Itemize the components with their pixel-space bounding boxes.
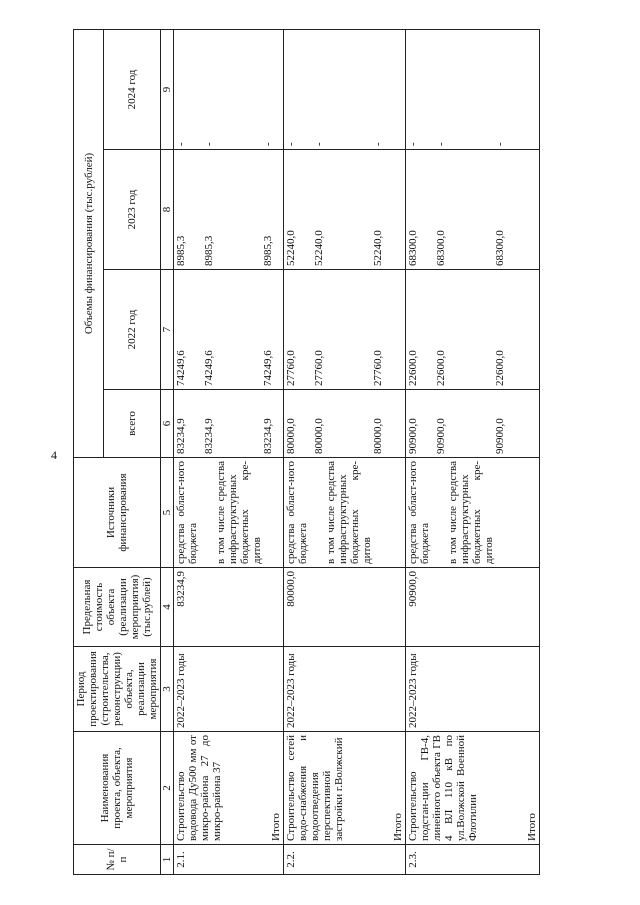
amount: 80000,0 — [313, 418, 325, 454]
funding-source — [284, 458, 406, 568]
amount: 90900,0 — [435, 418, 447, 454]
funding-source — [406, 458, 540, 568]
header-2024: 2024 год — [104, 29, 161, 149]
column-number: 3 — [161, 647, 174, 732]
header-num: № п/п — [74, 845, 161, 875]
total-amount: 68300,0 — [494, 230, 506, 266]
max-cost: 83234,9 — [174, 568, 284, 647]
project-name — [406, 732, 540, 845]
header-source: Источники финансирования — [74, 458, 161, 568]
row-number: 2.2. — [284, 845, 406, 875]
amount: 74249,6 — [203, 350, 215, 386]
total-amount: 80000,0 — [372, 418, 384, 454]
total-amount: 90900,0 — [494, 418, 506, 454]
row-number: 2.3. — [406, 845, 540, 875]
amount: 8985,3 — [175, 235, 187, 266]
amount: 27760,0 — [285, 350, 297, 386]
source-credits: в том числе средства инфраструктурных бюджетных кре-дитов — [447, 461, 495, 564]
column-number: 8 — [161, 150, 174, 270]
column-number: 9 — [161, 29, 174, 149]
funding-source — [174, 458, 284, 568]
amount-2024 — [406, 29, 540, 149]
column-number: 1 — [161, 845, 174, 875]
header-funding-group: Объемы финансирования (тыс.рублей) — [74, 29, 104, 457]
amount: 8985,3 — [203, 235, 215, 266]
header-total: всего — [104, 390, 161, 458]
header-name: Наименования проекта, объекта, мероприятия — [74, 732, 161, 845]
source-regional: средства област-ного бюджета — [175, 461, 199, 564]
period: 2022–2023 годы — [284, 647, 406, 732]
column-number: 2 — [161, 732, 174, 845]
amount: - — [175, 142, 187, 146]
total-label: Итого — [270, 813, 282, 841]
amount-2023 — [406, 150, 540, 270]
source-credits: в том числе средства инфраструктурных бюджетных кре-дитов — [325, 461, 373, 564]
amount-total — [174, 390, 284, 458]
header-cost: Предельная стоимость объекта (реализации мероприятия) (тыс.рублей) — [74, 568, 161, 647]
project-name — [174, 732, 284, 845]
amount: 68300,0 — [407, 230, 419, 266]
total-amount: 83234,9 — [262, 418, 274, 454]
source-regional: средства област-ного бюджета — [285, 461, 309, 564]
amount-2022 — [406, 270, 540, 390]
amount-2023 — [284, 150, 406, 270]
amount: 68300,0 — [435, 230, 447, 266]
amount: 27760,0 — [313, 350, 325, 386]
row-number: 2.1. — [174, 845, 284, 875]
amount: 74249,6 — [175, 350, 187, 386]
total-amount: - — [262, 142, 274, 146]
rotated-table-page — [73, 0, 600, 905]
project-name-text: Строительство водовода Ду500 мм от микро-района 27 до микро-района 37 — [175, 735, 223, 841]
max-cost: 90900,0 — [406, 568, 540, 647]
total-label: Итого — [392, 813, 404, 841]
total-amount: - — [494, 142, 506, 146]
total-amount: 8985,3 — [262, 235, 274, 266]
total-amount: 52240,0 — [372, 230, 384, 266]
amount: 52240,0 — [285, 230, 297, 266]
financing-table — [73, 29, 540, 875]
amount-2022 — [284, 270, 406, 390]
column-number: 4 — [161, 568, 174, 647]
total-amount: 74249,6 — [262, 350, 274, 386]
period: 2022–2023 годы — [406, 647, 540, 732]
header-2022: 2022 год — [104, 270, 161, 390]
amount: - — [313, 142, 325, 146]
column-number: 7 — [161, 270, 174, 390]
amount: 22600,0 — [407, 350, 419, 386]
header-period: Период проектирования (строительства, реконструкции) объекта, реализации мероприятия — [74, 647, 161, 732]
total-amount: - — [372, 142, 384, 146]
amount-total — [406, 390, 540, 458]
max-cost: 80000,0 — [284, 568, 406, 647]
amount: 22600,0 — [435, 350, 447, 386]
project-name-text: Строительство подстан-ции ГВ-4, линейного объекта ГВ 4 ВЛ 110 кВ по ул.Волжской Военной Флотилии — [407, 735, 479, 841]
amount: 52240,0 — [313, 230, 325, 266]
source-regional: средства област-ного бюджета — [407, 461, 431, 564]
amount-2023 — [174, 150, 284, 270]
amount: 90900,0 — [407, 418, 419, 454]
total-amount: 27760,0 — [372, 350, 384, 386]
column-number: 5 — [161, 458, 174, 568]
amount-2024 — [174, 29, 284, 149]
project-name-text: Строительство сетей водо-снабжения и водоотведения перспективной застройки г.Волжский — [285, 735, 345, 841]
source-credits: в том числе средства инфраструктурных бюджетных кре-дитов — [215, 461, 263, 564]
amount: 83234,9 — [175, 418, 187, 454]
total-amount: 22600,0 — [494, 350, 506, 386]
amount: - — [435, 142, 447, 146]
header-2023: 2023 год — [104, 150, 161, 270]
amount-total — [284, 390, 406, 458]
amount-2022 — [174, 270, 284, 390]
project-name — [284, 732, 406, 845]
page-number: 4 — [51, 448, 57, 462]
period: 2022–2023 годы — [174, 647, 284, 732]
column-number: 6 — [161, 390, 174, 458]
amount: 80000,0 — [285, 418, 297, 454]
amount: 83234,9 — [203, 418, 215, 454]
total-label: Итого — [526, 813, 538, 841]
amount: - — [285, 142, 297, 146]
amount: - — [407, 142, 419, 146]
amount-2024 — [284, 29, 406, 149]
amount: - — [203, 142, 215, 146]
